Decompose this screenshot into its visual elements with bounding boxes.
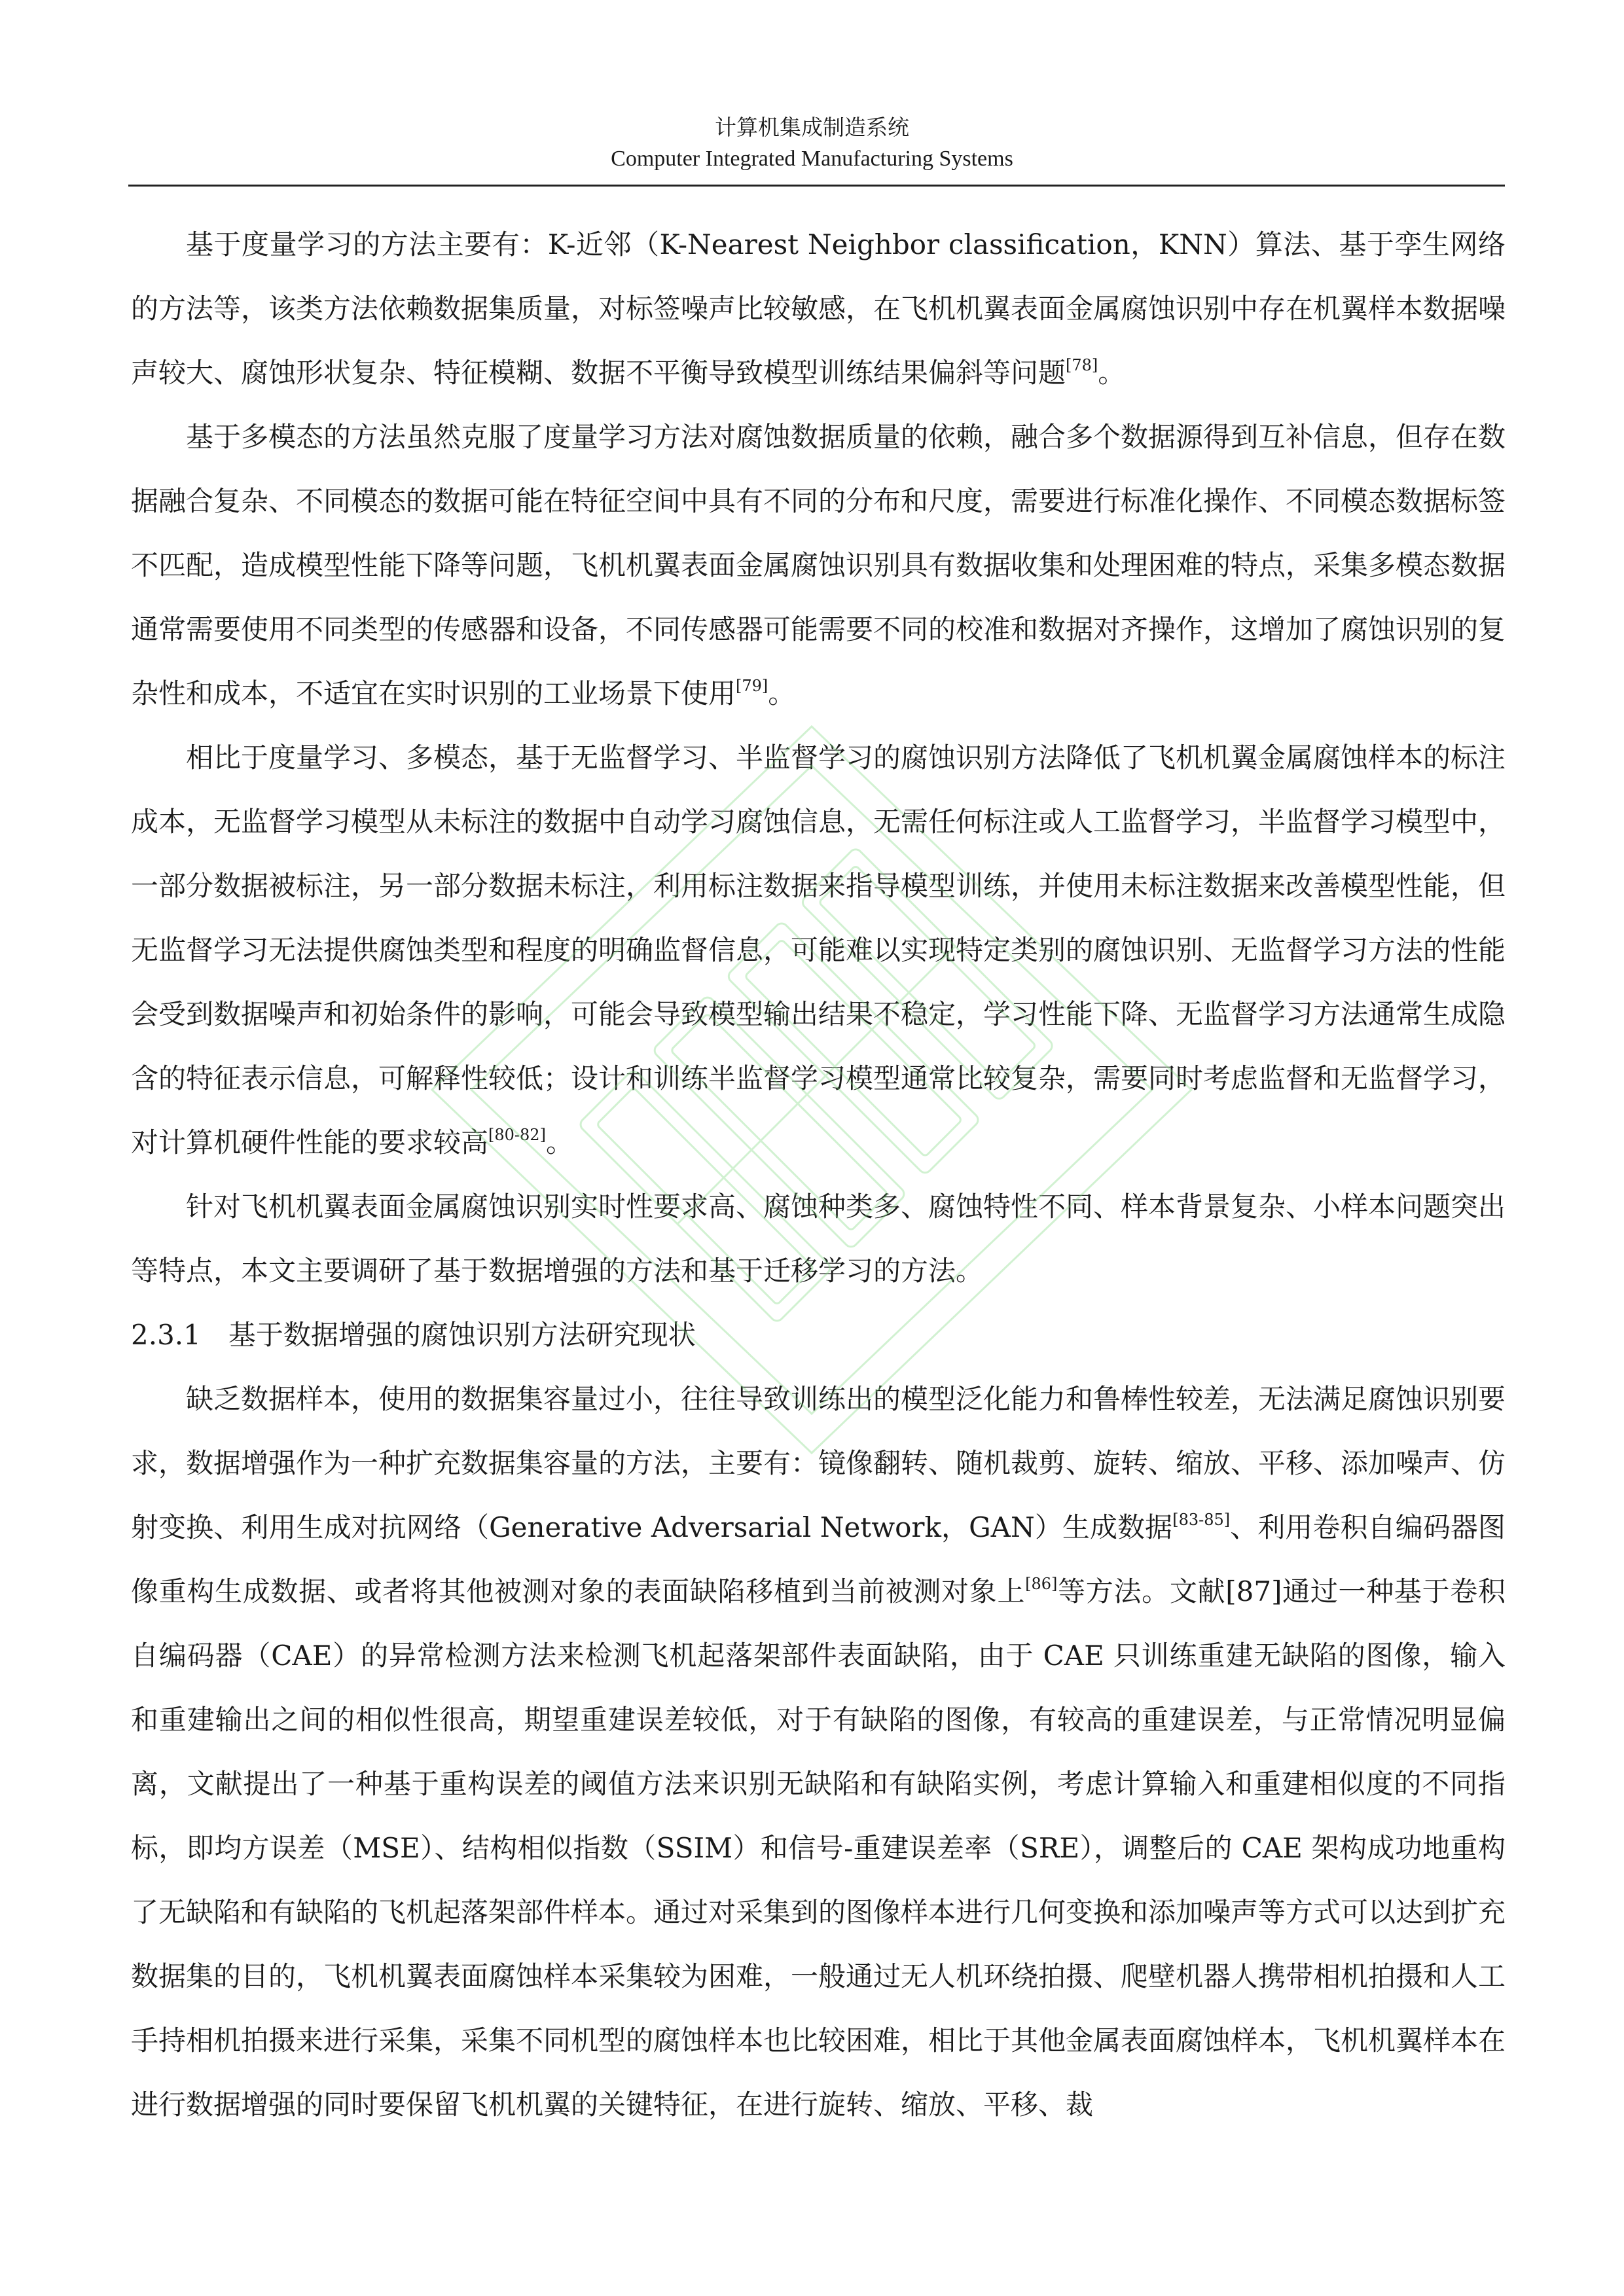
paragraph — [131, 1367, 1506, 2137]
body-text — [131, 213, 1506, 2137]
citation[interactable]: [78] — [1066, 356, 1098, 374]
paragraph-text: 、利用卷积自编码器图像重构生成数据、或者将其他被测对象的表面缺陷移植到当前被测对象上 — [131, 1511, 1506, 1607]
paragraph-text: 针对飞机机翼表面金属腐蚀识别实时性要求高、腐蚀种类多、腐蚀特性不同、样本背景复杂、小样本问题突出等特点，本文主要调研了基于数据增强的方法和基于迁移学习的方法。 — [131, 1191, 1506, 1287]
paragraph — [131, 213, 1506, 405]
paragraph-tail: 。 — [545, 1126, 573, 1158]
citation[interactable]: [80-82] — [488, 1126, 546, 1144]
paragraph-tail: 。 — [768, 677, 796, 709]
journal-title-en: Computer Integrated Manufacturing Systems — [611, 147, 1013, 171]
paragraph-text: 相比于度量学习、多模态，基于无监督学习、半监督学习的腐蚀识别方法降低了飞机机翼金属腐蚀样本的标注成本，无监督学习模型从未标注的数据中自动学习腐蚀信息，无需任何标注或人工监督学习，半监督学习模型中，一部分数据被标注，另一部分数据未标注，利用标注数据来指导模型训练，并使用未标注数据来改善模型性能，但无监督学习无法提供腐蚀类型和程度的明确监督信息，可能难以实现特定类别的腐蚀识别、无监督学习方法的性能会受到数据噪声和初始条件的影响，可能会导致模型输出结果不稳定，学习性能下降、无监督学习方法通常生成隐含的特征表示信息，可解释性较低；设计和训练半监督学习模型通常比较复杂，需要同时考虑监督和无监督学习，对计算机硬件性能的要求较高 — [131, 742, 1506, 1158]
paragraph-text: 等方法。文献[87]通过一种基于卷积自编码器（CAE）的异常检测方法来检测飞机起落架部件表面缺陷，由于 CAE 只训练重建无缺陷的图像，输入和重建输出之间的相似性很高，期望重建误差较低，对于有缺陷的图像，有较高的重建误差，与正常情况明显偏离，文献提出了一种基于重构误差的阈值方法来识别无缺陷和有缺陷实例，考虑计算输入和重建相似度的不同指标，即均方误差（MSE）、结构相似指数（SSIM）和信号-重建误差率（SRE），调整后的 CAE 架构成功地重构了无缺陷和有缺陷的飞机起落架部件样本。通过对采集到的图像样本进行几何变换和添加噪声等方式可以达到扩充数据集的目的，飞机机翼表面腐蚀样本采集较为困难，一般通过无人机环绕拍摄、爬壁机器人携带相机拍摄和人工手持相机拍摄来进行采集，采集不同机型的腐蚀样本也比较困难，相比于其他金属表面腐蚀样本，飞机机翼样本在进行数据增强的同时要保留飞机机翼的关键特征，在进行旋转、缩放、平移、裁 — [131, 1575, 1506, 2121]
header-rule — [128, 185, 1505, 187]
citation[interactable]: [86] — [1025, 1575, 1058, 1593]
paragraph-text: 基于度量学习的方法主要有：K-近邻（K-Nearest Neighbor classification，KNN）算法、基于孪生网络的方法等，该类方法依赖数据集质量，对标签噪声比较敏感，在飞机机翼表面金属腐蚀识别中存在机翼样本数据噪声较大、腐蚀形状复杂、特征模糊、数据不平衡导致模型训练结果偏斜等问题 — [131, 228, 1506, 389]
paragraph — [131, 405, 1506, 726]
paragraph-tail: 。 — [1098, 357, 1126, 389]
section-heading: 2.3.1 基于数据增强的腐蚀识别方法研究现状 — [131, 1319, 696, 1351]
running-header — [0, 111, 1624, 174]
citation[interactable]: [83-85] — [1172, 1511, 1231, 1529]
paragraph — [131, 726, 1506, 1175]
journal-title-cn: 计算机集成制造系统 — [715, 115, 909, 140]
paragraph — [131, 1175, 1506, 1303]
paragraph-text: 基于多模态的方法虽然克服了度量学习方法对腐蚀数据质量的依赖，融合多个数据源得到互补信息，但存在数据融合复杂、不同模态的数据可能在特征空间中具有不同的分布和尺度，需要进行标准化操作、不同模态数据标签不匹配，造成模型性能下降等问题，飞机机翼表面金属腐蚀识别具有数据收集和处理困难的特点，采集多模态数据通常需要使用不同类型的传感器和设备，不同传感器可能需要不同的校准和数据对齐操作，这增加了腐蚀识别的复杂性和成本，不适宜在实时识别的工业场景下使用 — [131, 421, 1506, 709]
citation[interactable]: [79] — [736, 677, 768, 695]
paragraph-text: 缺乏数据样本，使用的数据集容量过小，往往导致训练出的模型泛化能力和鲁棒性较差，无法满足腐蚀识别要求，数据增强作为一种扩充数据集容量的方法，主要有：镜像翻转、随机裁剪、旋转、缩放、平移、添加噪声、仿射变换、利用生成对抗网络（Generative Adversarial Network，GAN）生成数据 — [131, 1383, 1506, 1543]
